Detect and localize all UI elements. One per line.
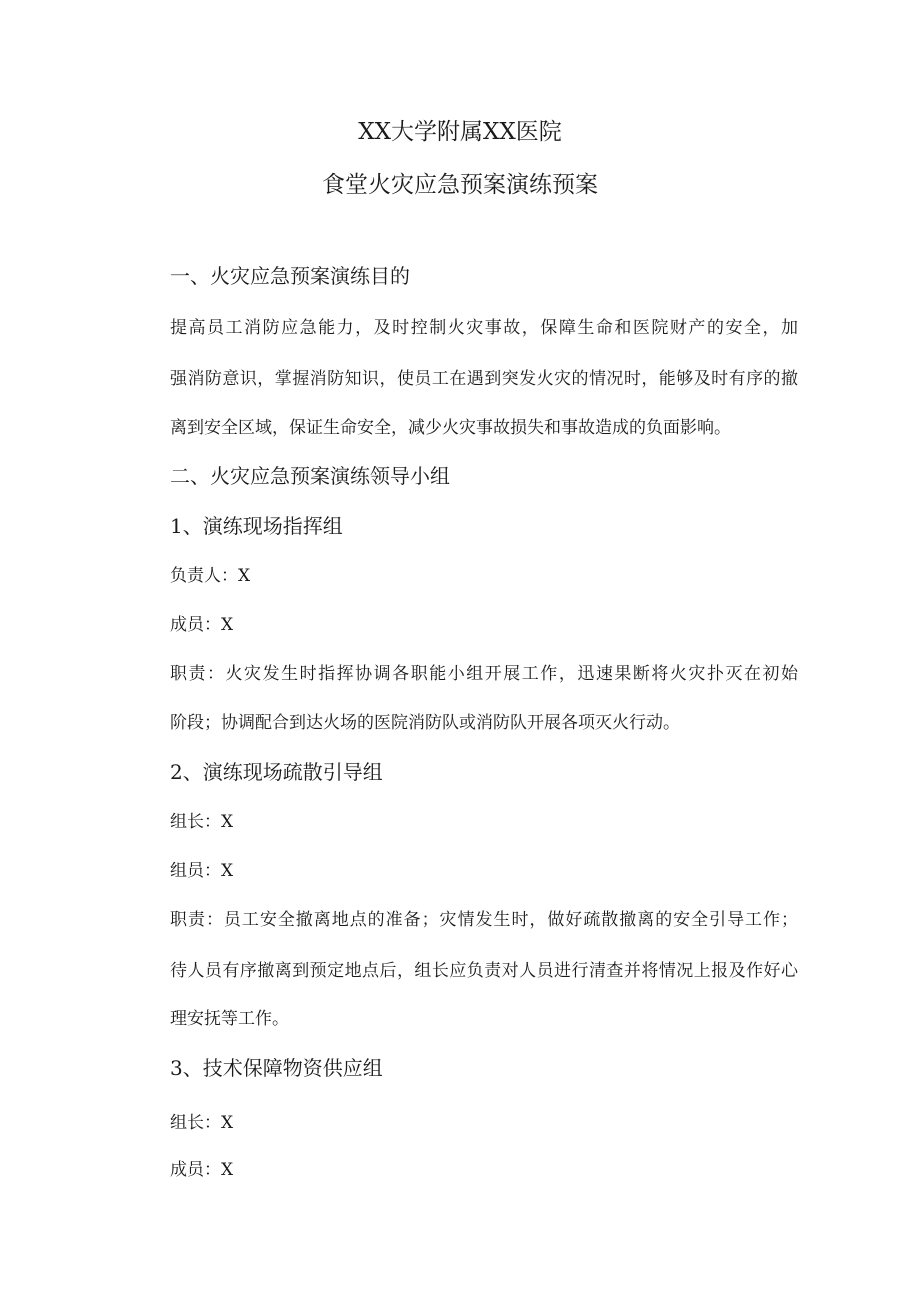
evacuation-group-members: 组员：X <box>170 861 234 881</box>
evacuation-group-leader: 组长：X <box>170 812 234 832</box>
document-title-line-2: 食堂火灾应急预案演练预案 <box>322 172 598 198</box>
section-heading-leadership: 二、火灾应急预案演练领导小组 <box>170 464 450 488</box>
group-heading-command: 1、演练现场指挥组 <box>170 514 343 538</box>
purpose-paragraph-line-3: 离到安全区域，保证生命安全，减少火灾事故损失和事故造成的负面影响。 <box>170 418 731 438</box>
purpose-paragraph-line-2: 强消防意识，掌握消防知识，使员工在遇到突发火灾的情况时，能够及时有序的撤 <box>170 369 798 389</box>
document-title-line-1: XX大学附属XX医院 <box>358 119 562 145</box>
purpose-paragraph-line-1: 提高员工消防应急能力，及时控制火灾事故，保障生命和医院财产的安全，加 <box>170 318 798 338</box>
command-group-duty-line-2: 阶段；协调配合到达火场的医院消防队或消防队开展各项灭火行动。 <box>170 713 680 733</box>
group-heading-logistics: 3、技术保障物资供应组 <box>170 1056 383 1080</box>
group-heading-evacuation: 2、演练现场疏散引导组 <box>170 760 383 784</box>
command-group-duty-line-1: 职责：火灾发生时指挥协调各职能小组开展工作，迅速果断将火灾扑灭在初始 <box>170 664 798 684</box>
command-group-members: 成员：X <box>170 615 234 635</box>
evacuation-group-duty-line-2: 待人员有序撤离到预定地点后，组长应负责对人员进行清查并将情况上报及作好心 <box>170 961 798 981</box>
section-heading-purpose: 一、火灾应急预案演练目的 <box>170 264 410 288</box>
evacuation-group-duty-line-1: 职责：员工安全撤离地点的准备；灾情发生时，做好疏散撤离的安全引导工作； <box>170 910 798 930</box>
command-group-leader: 负责人：X <box>170 566 251 586</box>
logistics-group-members: 成员：X <box>170 1160 234 1180</box>
evacuation-group-duty-line-3: 理安抚等工作。 <box>170 1009 289 1029</box>
logistics-group-leader: 组长：X <box>170 1113 234 1133</box>
